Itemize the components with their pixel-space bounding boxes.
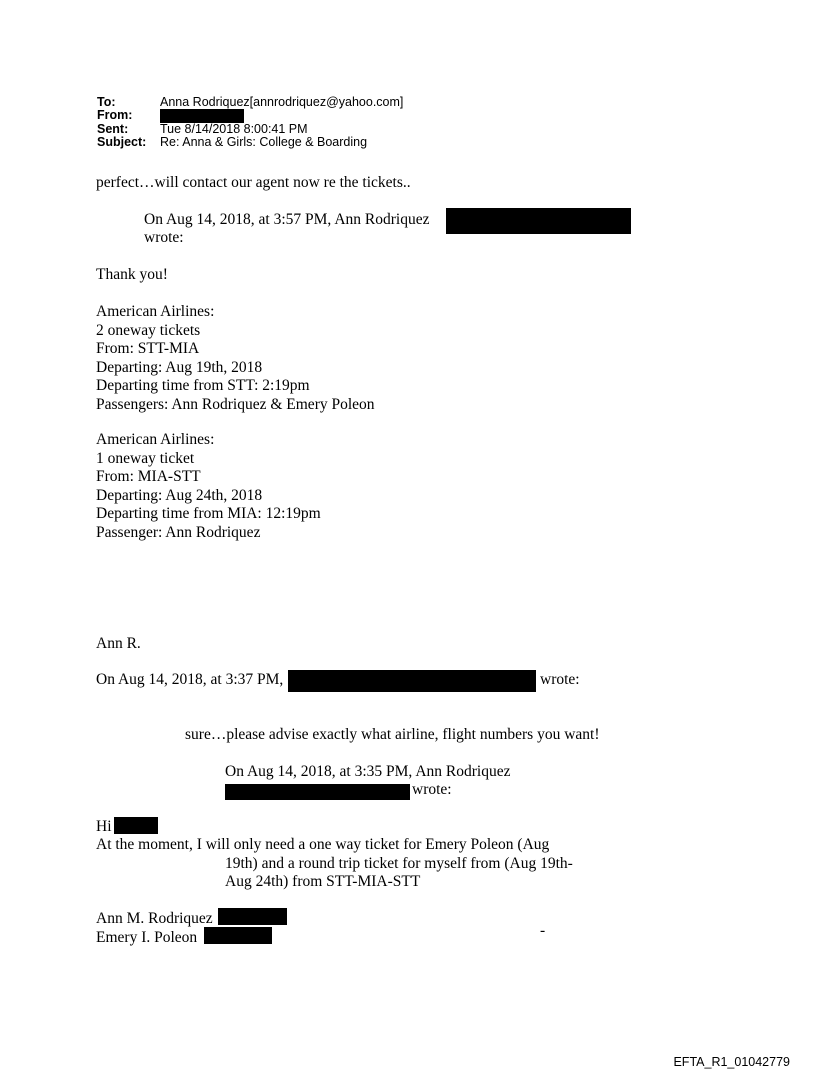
request-line-3: Aug 24th) from STT-MIA-STT [225, 873, 421, 890]
quote-3-line-1: On Aug 14, 2018, at 3:35 PM, Ann Rodriquez [225, 763, 511, 780]
from-row [97, 109, 403, 123]
trip-1-line: 2 oneway tickets [96, 321, 201, 339]
trip-1-line: American Airlines: [96, 303, 215, 320]
redaction-quote-1 [446, 208, 631, 234]
trip-2-line: Departing: Aug 24th, 2018 [96, 486, 263, 504]
subject-value: Re: Anna & Girls: College & Boarding [160, 135, 368, 149]
quote-3-suffix: wrote: [412, 781, 452, 798]
to-row [97, 96, 403, 109]
trip-1-line: From: STT-MIA [96, 340, 200, 358]
request-line-2: 19th) and a round trip ticket for myself from (Aug 19th- [225, 855, 573, 872]
reply-1: perfect…will contact our agent now re the tickets.. [96, 174, 411, 191]
sent-value: Tue 8/14/2018 8:00:41 PM [160, 122, 308, 136]
greeting: Hi [96, 818, 112, 835]
signature: Ann R. [96, 635, 141, 652]
quote-1-line-1 [144, 211, 429, 230]
sent-label: Sent: [97, 122, 129, 136]
subject-row [97, 136, 403, 149]
quote-1-line-2: wrote: [144, 229, 184, 246]
redaction-quote-2 [288, 670, 536, 692]
request-line-1: At the moment, I will only need a one way ticket for Emery Poleon (Aug [96, 836, 550, 853]
redaction-from [160, 109, 244, 123]
subject-label: Subject: [97, 135, 147, 149]
stray-dash: - [540, 922, 546, 939]
redaction-name-2 [204, 927, 272, 944]
trip-1-line: Departing time from STT: 2:19pm [96, 377, 310, 395]
reply-2: sure…please advise exactly what airline, flight numbers you want! [185, 726, 600, 743]
from-label: From: [97, 108, 133, 122]
trip-2-details [96, 431, 321, 543]
trip-2-line: American Airlines: [96, 431, 215, 448]
to-value: Anna Rodriquez[annrodriquez@yahoo.com] [160, 95, 404, 109]
name-1: Ann M. Rodriquez [96, 910, 213, 927]
quote-2-suffix: wrote: [540, 671, 580, 688]
redaction-quote-3 [225, 784, 410, 800]
redaction-greeting [114, 817, 158, 834]
redaction-name-1 [218, 908, 287, 925]
quote-2-prefix: On Aug 14, 2018, at 3:37 PM, [96, 671, 284, 688]
name-2: Emery I. Poleon [96, 929, 198, 946]
trip-1-details [96, 303, 375, 415]
to-label: To: [97, 95, 116, 109]
trip-2-line: Passenger: Ann Rodriquez [96, 523, 261, 541]
trip-2-line: 1 oneway ticket [96, 449, 195, 467]
document-id: EFTA_R1_01042779 [673, 1055, 790, 1069]
trip-1-line: Passengers: Ann Rodriquez & Emery Poleon [96, 395, 375, 413]
thanks-line: Thank you! [96, 266, 168, 283]
trip-1-line: Departing: Aug 19th, 2018 [96, 358, 263, 376]
email-header [97, 96, 403, 149]
trip-2-line: From: MIA-STT [96, 468, 201, 486]
trip-2-line: Departing time from MIA: 12:19pm [96, 505, 321, 523]
quote-1-attribution: On Aug 14, 2018, at 3:57 PM, Ann Rodriquez [144, 211, 430, 228]
